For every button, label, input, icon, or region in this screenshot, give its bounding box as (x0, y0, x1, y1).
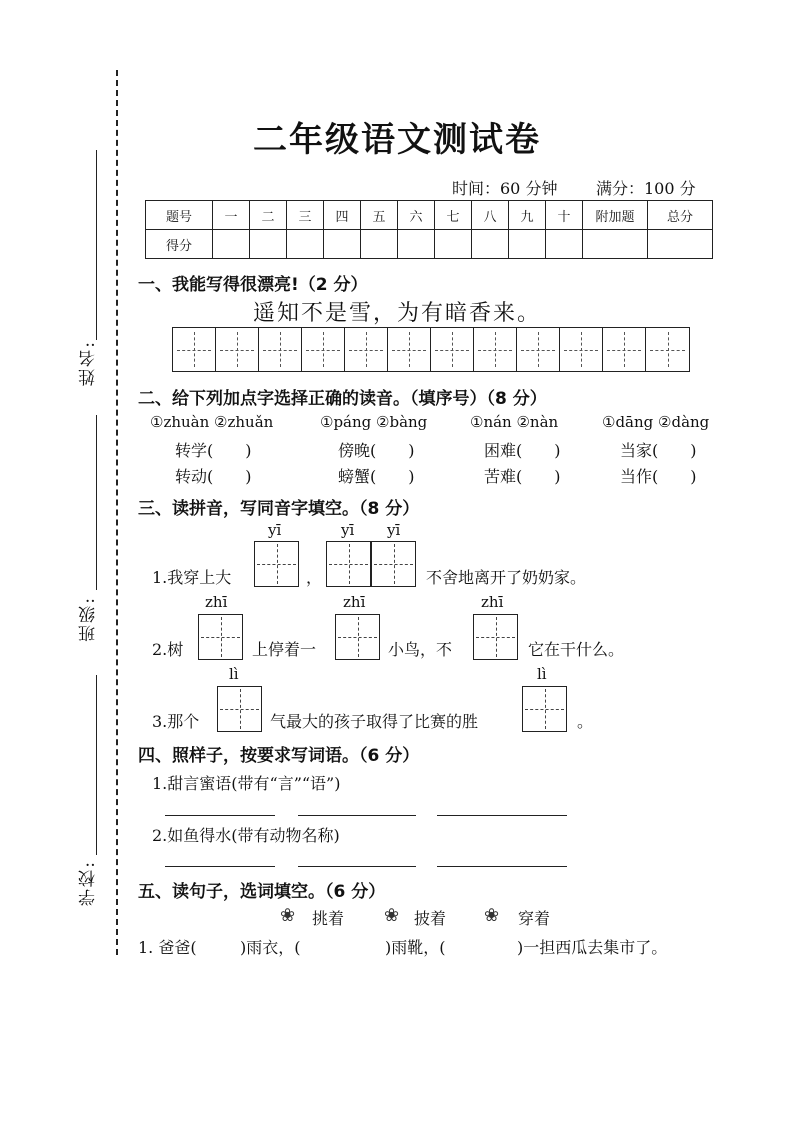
word-item[interactable]: 转学( ) (175, 441, 252, 460)
answer-line[interactable] (437, 866, 567, 867)
flower-icon: ❀ (280, 905, 296, 926)
pinyin-hint: yī (387, 521, 401, 539)
score-cell[interactable] (583, 230, 648, 259)
pinyin-hint: yī (268, 521, 282, 539)
word-item[interactable]: 转动( ) (175, 467, 252, 486)
pinyin-hint: yī (341, 521, 355, 539)
answer-box[interactable] (335, 614, 380, 660)
header-cell: 题号 (146, 201, 213, 230)
section-4-heading: 四、照样子，按要求写词语。（6 分） (138, 746, 420, 766)
section-1-heading: 一、我能写得很漂亮!（2 分） (138, 275, 368, 295)
sentence-part: 它在干什么。 (528, 640, 625, 659)
score-cell[interactable] (250, 230, 287, 259)
tianzige-cell[interactable] (345, 328, 388, 371)
question-text: 1.甜言蜜语(带有“言”“语”) (152, 774, 341, 793)
word-item[interactable]: 当作( ) (620, 467, 697, 486)
answer-line[interactable] (298, 815, 416, 816)
sentence-part: 小鸟，不 (388, 640, 453, 659)
answer-box[interactable] (217, 686, 262, 732)
tianzige-cell[interactable] (216, 328, 259, 371)
pinyin-hint: zhī (205, 593, 228, 611)
answer-box[interactable] (522, 686, 567, 732)
sentence-part: ， (306, 568, 323, 587)
binding-dashed-line (116, 70, 118, 955)
sentence-part: 1. 爸爸( (138, 938, 197, 957)
flower-icon: ❀ (484, 905, 500, 926)
tianzige-cell[interactable] (173, 328, 216, 371)
row-label-cell: 得分 (146, 230, 213, 259)
header-cell: 九 (509, 201, 546, 230)
score-table (145, 200, 713, 259)
class-label: 班级: (79, 596, 99, 642)
header-cell: 四 (324, 201, 361, 230)
school-label: 学校: (79, 860, 99, 906)
header-cell: 二 (250, 201, 287, 230)
sentence-part: 上停着一 (252, 640, 317, 659)
time-info: 时间：60 分钟 (452, 179, 558, 198)
pinyin-hint: lì (229, 665, 239, 683)
sentence-part: 3.那个 (152, 712, 200, 731)
word-item[interactable]: 困难( ) (484, 441, 561, 460)
answer-line[interactable] (165, 866, 275, 867)
word-item[interactable]: 螃蟹( ) (338, 467, 415, 486)
score-cell[interactable] (435, 230, 472, 259)
word-item[interactable]: 傍晚( ) (338, 441, 415, 460)
score-cell[interactable] (472, 230, 509, 259)
tianzige-cell[interactable] (302, 328, 345, 371)
tianzige-cell[interactable] (388, 328, 431, 371)
score-cell[interactable] (324, 230, 361, 259)
sentence-part: 气最大的孩子取得了比赛的胜 (270, 712, 479, 731)
poem-line: 遥知不是雪，为有暗香来。 (252, 301, 541, 326)
tianzige-cell[interactable] (603, 328, 646, 371)
answer-line[interactable] (165, 815, 275, 816)
sentence-part: 1.我穿上大 (152, 568, 232, 587)
sentence-part: 不舍地离开了奶奶家。 (426, 568, 587, 587)
pinyin-option: ①nán ②nàn (470, 413, 559, 431)
score-cell[interactable] (546, 230, 583, 259)
header-cell: 三 (287, 201, 324, 230)
sentence-part: )雨靴，( (385, 938, 446, 957)
page-title: 二年级语文测试卷 (253, 120, 541, 160)
score-cell[interactable] (213, 230, 250, 259)
tianzige-cell[interactable] (517, 328, 560, 371)
header-cell: 八 (472, 201, 509, 230)
tianzige-cell[interactable] (259, 328, 302, 371)
score-table-score-row (146, 230, 713, 259)
tianzige-cell[interactable] (474, 328, 517, 371)
pinyin-hint: zhī (481, 593, 504, 611)
score-cell[interactable] (648, 230, 713, 259)
tianzige-cell[interactable] (560, 328, 603, 371)
class-write-line (96, 415, 97, 590)
pinyin-option: ①páng ②bàng (320, 413, 428, 431)
sentence-part: )雨衣，( (240, 938, 301, 957)
pinyin-option: ①dāng ②dàng (602, 413, 710, 431)
header-cell: 六 (398, 201, 435, 230)
header-cell: 五 (361, 201, 398, 230)
tianzige-cell[interactable] (646, 328, 689, 371)
score-cell[interactable] (398, 230, 435, 259)
section-5-heading: 五、读句子，选词填空。（6 分） (138, 882, 386, 902)
sentence-part: 。 (577, 712, 594, 731)
question-text: 2.如鱼得水(带有动物名称) (152, 826, 340, 845)
section-3-heading: 三、读拼音，写同音字填空。（8 分） (138, 499, 420, 519)
score-cell[interactable] (361, 230, 398, 259)
section-2-heading: 二、给下列加点字选择正确的读音。（填序号）（8 分） (138, 389, 547, 409)
word-item[interactable]: 苦难( ) (484, 467, 561, 486)
word-choice: 挑着 (312, 909, 345, 928)
answer-box[interactable] (473, 614, 518, 660)
answer-box[interactable] (371, 541, 416, 587)
answer-line[interactable] (437, 815, 567, 816)
header-cell: 总分 (648, 201, 713, 230)
flower-icon: ❀ (384, 905, 400, 926)
header-cell: 七 (435, 201, 472, 230)
full-score-info: 满分：100 分 (596, 179, 696, 198)
word-choice: 披着 (414, 909, 447, 928)
name-label: 姓名: (79, 340, 99, 386)
answer-box[interactable] (198, 614, 243, 660)
header-cell: 一 (213, 201, 250, 230)
answer-box[interactable] (254, 541, 299, 587)
answer-line[interactable] (298, 866, 416, 867)
pinyin-hint: zhī (343, 593, 366, 611)
word-item[interactable]: 当家( ) (620, 441, 697, 460)
school-write-line (96, 675, 97, 855)
sentence-part: )一担西瓜去集市了。 (517, 938, 668, 957)
header-cell: 附加题 (583, 201, 648, 230)
tianzige-grid[interactable] (172, 327, 690, 372)
answer-box[interactable] (326, 541, 371, 587)
sentence-part: 2.树 (152, 640, 184, 659)
score-table-header-row (146, 201, 713, 230)
word-choice: 穿着 (518, 909, 551, 928)
tianzige-cell[interactable] (431, 328, 474, 371)
pinyin-hint: lì (537, 665, 547, 683)
header-cell: 十 (546, 201, 583, 230)
score-cell[interactable] (287, 230, 324, 259)
pinyin-option: ①zhuàn ②zhuǎn (150, 413, 274, 431)
score-cell[interactable] (509, 230, 546, 259)
